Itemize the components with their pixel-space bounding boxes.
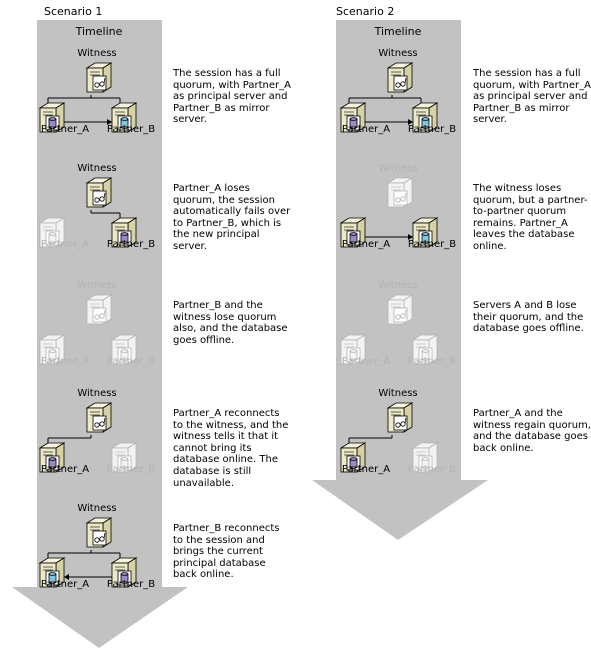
stage-2-3-diagram — [328, 292, 468, 362]
stage-1-1-witness-label: Witness — [77, 48, 117, 59]
stage-1-5-diagram — [27, 515, 167, 585]
scenario-2-title: Scenario 2 — [336, 5, 395, 18]
stage-1-3-partner-a-label: Partner_A — [40, 356, 90, 367]
witness-server-icon — [388, 295, 412, 324]
stage-2-1-partner-b-label: Partner_B — [407, 124, 457, 135]
stage-2-2-partner-a-label: Partner_A — [341, 239, 391, 250]
witness-server-icon — [388, 403, 412, 432]
stage-2-2-description: The witness loses quorum, but a partner-to-partner quorum remains. Partner_A leaves the database online. — [473, 183, 588, 252]
witness-server-icon — [388, 178, 412, 207]
stage-2-1-diagram — [328, 60, 468, 130]
stage-2-4-description: Partner_A and the witness regain quorum, and the database goes back online. — [473, 408, 591, 454]
stage-1-4-diagram — [27, 400, 167, 470]
stage-1-2-partner-b-label: Partner_B — [106, 239, 156, 250]
stage-2-2-partner-b-label: Partner_B — [407, 239, 457, 250]
witness-server-icon — [87, 63, 111, 92]
stage-1-5-description: Partner_B reconnects to the session and brings the current principal database back online. — [173, 523, 280, 581]
stage-1-3-diagram — [27, 292, 167, 362]
stage-2-1-partner-a-label: Partner_A — [341, 124, 391, 135]
stage-1-3-description: Partner_B and the witness lose quorum also, and the database goes offline. — [173, 300, 288, 346]
stage-2-3-partner-b-label: Partner_B — [407, 356, 457, 367]
stage-2-3-description: Servers A and B lose their quorum, and the database goes offline. — [473, 300, 584, 335]
stage-2-4-partner-b-label: Partner_B — [407, 464, 457, 475]
witness-server-icon — [87, 178, 111, 207]
stage-2-3-witness-label: Witness — [378, 280, 418, 291]
connection-lines — [91, 210, 120, 220]
stage-1-4-partner-b-label: Partner_B — [106, 464, 156, 475]
stage-1-3-partner-b-label: Partner_B — [106, 356, 156, 367]
scenario-2-timeline-label: Timeline — [374, 25, 422, 38]
stage-1-2-witness-label: Witness — [77, 163, 117, 174]
stage-1-1-description: The session has a full quorum, with Partner_A as principal server and Partner_B as mirror server. — [173, 68, 291, 126]
stage-2-4-diagram — [328, 400, 468, 470]
stage-1-4-witness-label: Witness — [77, 388, 117, 399]
stage-1-4-description: Partner_A reconnects to the witness, and the witness tells it that it cannot bring its database online. The database is still unavailable. — [173, 408, 289, 489]
stage-2-1-witness-label: Witness — [378, 48, 418, 59]
scenario-1-timeline-label: Timeline — [75, 25, 123, 38]
scenario-1-title: Scenario 1 — [44, 5, 103, 18]
witness-server-icon — [87, 403, 111, 432]
stage-1-1-partner-a-label: Partner_A — [40, 124, 90, 135]
stage-1-5-witness-label: Witness — [77, 503, 117, 514]
witness-server-icon — [87, 295, 111, 324]
stage-1-2-description: Partner_A loses quorum, the session automatically fails over to Partner_B, which is the new principal server. — [173, 183, 291, 252]
stage-1-4-partner-a-label: Partner_A — [40, 464, 90, 475]
stage-1-2-diagram — [27, 175, 167, 245]
stage-2-1-description: The session has a full quorum, with Partner_A as principal server and Partner_B as mirror server. — [473, 68, 591, 126]
stage-1-1-partner-b-label: Partner_B — [106, 124, 156, 135]
stage-1-5-partner-a-label: Partner_A — [40, 579, 90, 590]
stage-2-4-partner-a-label: Partner_A — [341, 464, 391, 475]
stage-2-3-partner-a-label: Partner_A — [341, 356, 391, 367]
stage-2-2-witness-label: Witness — [378, 163, 418, 174]
stage-1-2-partner-a-label: Partner_A — [40, 239, 90, 250]
stage-1-1-diagram — [27, 60, 167, 130]
stage-2-4-witness-label: Witness — [378, 388, 418, 399]
witness-server-icon — [388, 63, 412, 92]
stage-1-3-witness-label: Witness — [77, 280, 117, 291]
witness-server-icon — [87, 518, 111, 547]
stage-1-5-partner-b-label: Partner_B — [106, 579, 156, 590]
stage-2-2-diagram — [328, 175, 468, 245]
